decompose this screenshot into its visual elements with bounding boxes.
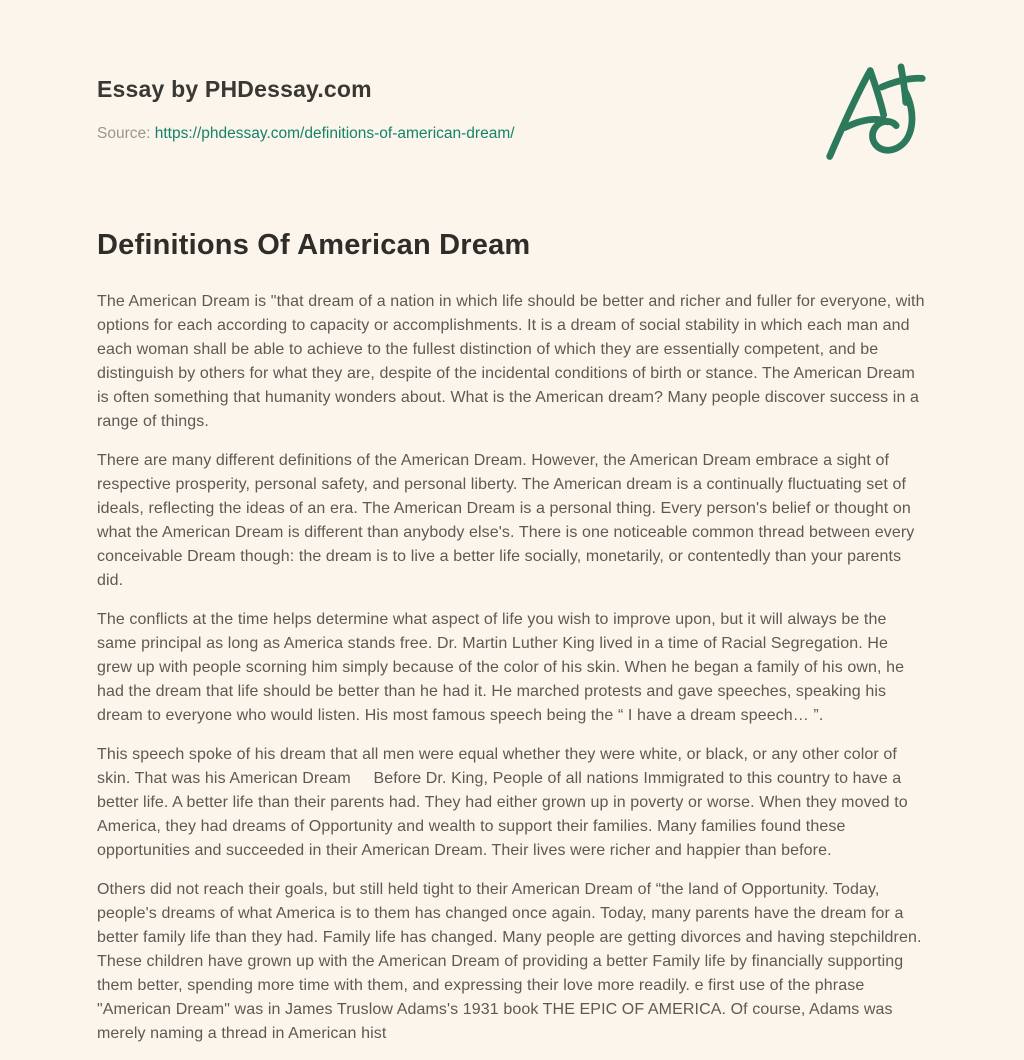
article-body (97, 290, 930, 1046)
article-paragraph: The American Dream is "that dream of a nation in which life should be better and richer and fuller for everyone, with options for each according to capacity or accomplishments. It is a dream of social stability in which each man and each woman shall be able to achieve to the fullest distinction of which they are essentially competent, and be distinguish by others for what they are, despite of the incidental conditions of birth or stance. The American Dream is often something that humanity wonders about. What is the American dream? Many people discover success in a range of things. (97, 293, 930, 430)
source-line (97, 125, 926, 143)
article-paragraph: There are many different definitions of the American Dream. However, the American Dream embrace a sight of respective prosperity, personal safety, and personal liberty. The American dream is a continually fluctuating set of ideals, reflecting the ideas of an era. The American Dream is a personal thing. Every person's belief or thought on what the American Dream is different than anybody else's. There is one noticeable common thread between every conceivable Dream though: the dream is to live a better life socially, monetarily, or contentedly than your parents did. (97, 452, 919, 589)
article-paragraph: The conflicts at the time helps determine what aspect of life you wish to improve upon, but it will always be the same principal as long as America stands free. Dr. Martin Luther King lived in a time of Racial Segregation. He grew up with people scorning him simply because of the color of his skin. When he began a family of his own, he had the dream that life should be better than he had it. He marched protests and gave speeches, speaking his dream to everyone who would listen. His most famous speech being the “ I have a dream speech… ”. (97, 611, 909, 724)
page-header-title: Essay by PHDessay.com (97, 76, 372, 102)
article-paragraph: This speech spoke of his dream that all men were equal whether they were white, or black, or any other color of skin. That was his American Dream Before Dr. King, People of all nations Immigrated to this country to have a better life. A better life than their parents had. They had either grown up in poverty or worse. When they moved to America, they had dreams of Opportunity and wealth to support their families. Many families found these opportunities and succeeded in their American Dream. Their lives were richer and happier than before. (97, 746, 912, 859)
phdessay-a-plus-logo-icon (822, 62, 928, 168)
article-paragraph: Others did not reach their goals, but still held tight to their American Dream of “the land of Opportunity. Today, people's dreams of what America is to them has changed once again. Today, many parents have the dream for a better family life than they had. Family life has changed. Many people are getting divorces and having stepchildren. These children have grown up with the American Dream of providing a better Family life by financially supporting them better, spending more time with them, and expressing their love more readily. e first use of the phrase "American Dream" was in James Truslow Adams's 1931 book THE EPIC OF AMERICA. Of course, Adams was merely naming a thread in American hist (97, 881, 926, 1042)
source-link[interactable]: https://phdessay.com/definitions-of-american-dream/ (154, 125, 515, 142)
article-title: Definitions Of American Dream (97, 229, 531, 261)
source-label: Source: (97, 125, 151, 142)
